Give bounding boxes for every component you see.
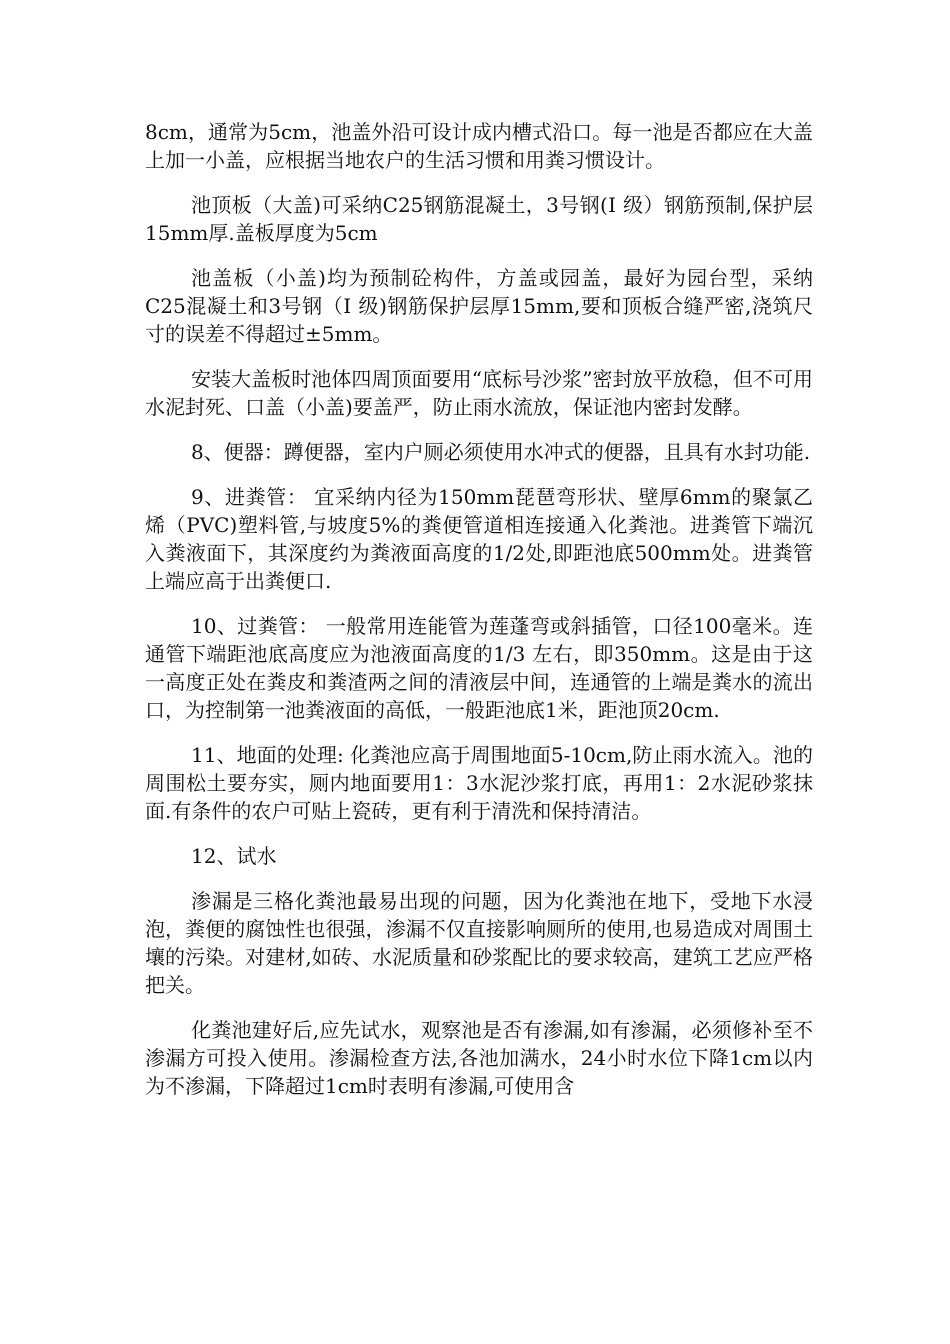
paragraph-cover-thickness: 8cm，通常为5cm，池盖外沿可设计成内槽式沿口。每一池是否都应在大盖上加一小盖，应根据当地农户的生活习惯和用粪习惯设计。 [145,120,813,172]
paragraph-install-cover: 安装大盖板时池体四周顶面要用“底标号沙浆”密封放平放稳，但不可用水泥封死、口盖（小盖)要盖严，防止雨水流放，保证池内密封发酵。 [145,367,813,419]
paragraph-leakage: 渗漏是三格化粪池最易出现的问题，因为化粪池在地下，受地下水浸泡，粪便的腐蚀性也很强，渗漏不仅直接影响厕所的使用,也易造成对周围土壤的污染。对建材,如砖、水泥质量和砂浆配比的要求较高，建筑工艺应严格把关。 [145,889,813,997]
section-heading-water-test: 12、试水 [191,844,277,868]
document-body [145,118,813,1117]
paragraph-ground-treatment: 11、地面的处理: 化粪池应高于周围地面5-10cm,防止雨水流入。池的周围松土要夯实，厕内地面要用1：3水泥沙浆打底，再用1：2水泥砂浆抹面.有条件的农户可贴上瓷砖，更有利于清洗和保持清洁。 [145,743,813,823]
paragraph-toilet: 8、便器：蹲便器，室内户厕必须使用水冲式的便器，且具有水封功能. [191,440,811,464]
paragraph-transfer-pipe: 10、过粪管： 一般常用连能管为莲蓬弯或斜插管，口径100毫米。连通管下端距池底高度应为池液面高度的1/3 左右，即350mm。这是由于这一高度正处在粪皮和粪渣两之间的清液层中间，连通管的上端是粪水的流出口，为控制第一池粪液面的高低，一般距池底1米，距池顶20cm. [145,614,813,722]
paragraph-cover-plate: 池盖板（小盖)均为预制砼构件，方盖或园盖，最好为园台型，采纳C25混凝土和3号钢（Ⅰ 级)钢筋保护层厚15mm,要和顶板合缝严密,浇筑尺寸的误差不得超过±5mm。 [145,266,813,346]
paragraph-top-slab: 池顶板（大盖)可采纳C25钢筋混凝土，3号钢(Ⅰ 级）钢筋预制,保护层15mm厚.盖板厚度为5cm [145,193,813,245]
paragraph-test-method: 化粪池建好后,应先试水，观察池是否有渗漏,如有渗漏，必须修补至不渗漏方可投入使用。渗漏检查方法,各池加满水，24小时水位下降1cm以内为不渗漏，下降超过1cm时表明有渗漏,可使用含 [145,1018,813,1098]
paragraph-inlet-pipe: 9、进粪管： 宜采纳内径为150mm琵琶弯形状、壁厚6mm的聚氯乙烯（PVC)塑料管,与坡度5%的粪便管道相连接通入化粪池。进粪管下端沉入粪液面下，其深度约为粪液面高度的1/2处,即距池底500mm处。进粪管上端应高于出粪便口. [145,485,813,593]
